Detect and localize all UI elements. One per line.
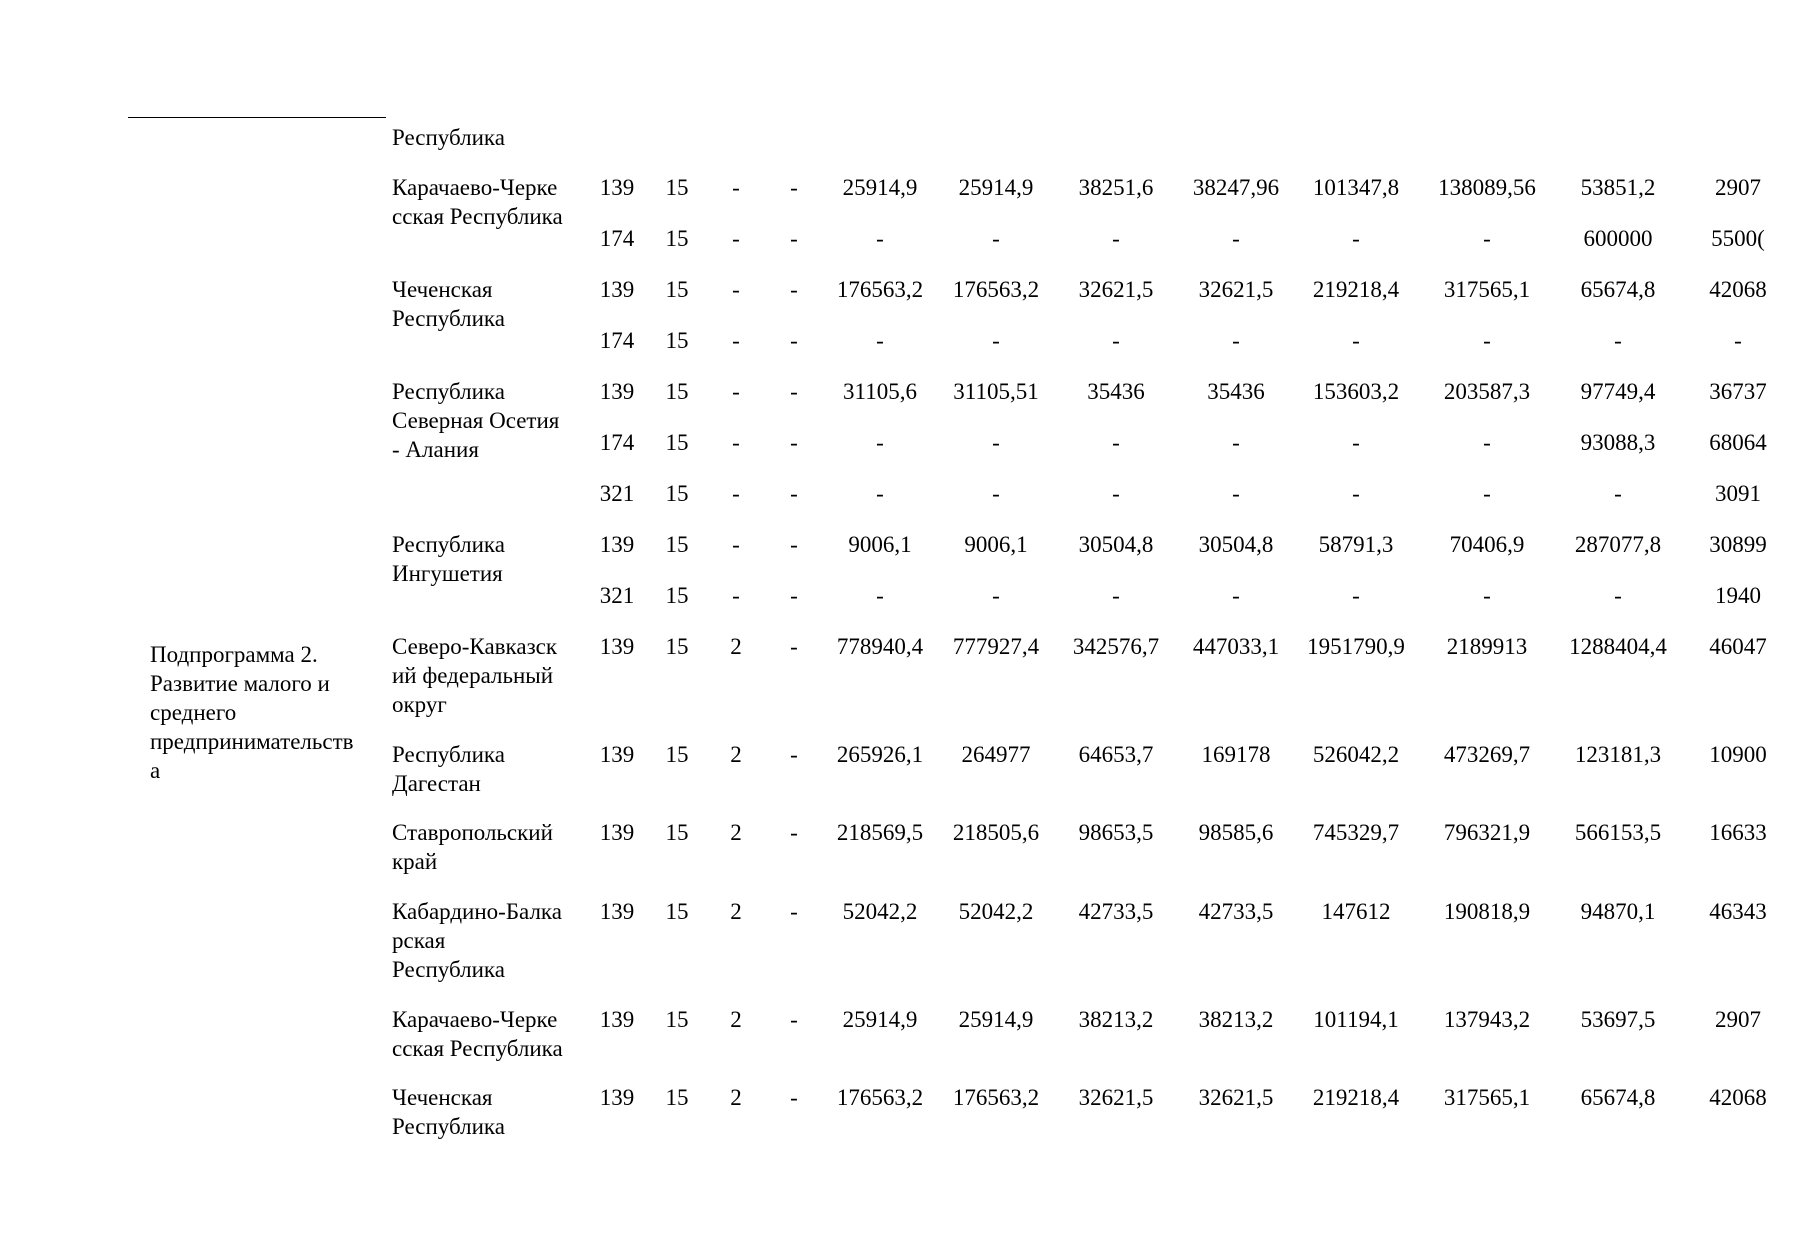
table-cell: 139: [599, 899, 635, 924]
table-cell: -: [1483, 583, 1491, 608]
table-cell: 190818,9: [1443, 899, 1531, 924]
table-cell: 9006,1: [964, 532, 1028, 557]
table-cell: 123181,3: [1574, 742, 1662, 767]
table-cell: -: [1614, 583, 1622, 608]
table-cell: -: [1232, 226, 1240, 251]
table-cell: 2: [730, 899, 742, 924]
region-cell: Чеченская Республика: [392, 1085, 505, 1139]
table-cell: 15: [665, 820, 689, 845]
table-cell: -: [790, 1085, 798, 1110]
table-cell: -: [1112, 226, 1120, 251]
table-cell: 32621,5: [1078, 1085, 1154, 1110]
table-cell: 30504,8: [1198, 532, 1274, 557]
table-cell: -: [790, 430, 798, 455]
table-cell: 15: [665, 742, 689, 767]
table-cell: 447033,1: [1192, 634, 1280, 659]
region-cell: Республика Дагестан: [392, 742, 505, 796]
table-cell: 10900: [1709, 742, 1767, 767]
table-cell: -: [790, 379, 798, 404]
table-cell: 15: [665, 175, 689, 200]
table-cell: 153603,2: [1312, 379, 1400, 404]
table-cell: -: [1232, 430, 1240, 455]
table-cell: 219218,4: [1312, 1085, 1400, 1110]
table-cell: 15: [665, 1007, 689, 1032]
program-section-label: Подпрограмма 2. Развитие малого и среднего предпринимательств а: [150, 642, 354, 783]
table-cell: 15: [665, 328, 689, 353]
table-cell: -: [992, 226, 1000, 251]
table-cell: 42068: [1709, 277, 1767, 302]
table-cell: 796321,9: [1443, 820, 1531, 845]
table-cell: 52042,2: [958, 899, 1034, 924]
table-cell: 2: [730, 1007, 742, 1032]
table-cell: 42068: [1709, 1085, 1767, 1110]
table-cell: 1951790,9: [1307, 634, 1405, 659]
table-cell: -: [790, 277, 798, 302]
table-cell: -: [1483, 481, 1491, 506]
table-cell: -: [790, 175, 798, 200]
table-cell: -: [1112, 481, 1120, 506]
table-cell: 139: [599, 277, 635, 302]
table-cell: 16633: [1709, 820, 1767, 845]
table-cell: -: [992, 430, 1000, 455]
table-cell: 15: [665, 532, 689, 557]
table-cell: -: [1734, 328, 1742, 353]
table-cell: 342576,7: [1072, 634, 1160, 659]
table-cell: -: [732, 481, 740, 506]
table-cell: -: [1352, 226, 1360, 251]
table-cell: -: [992, 481, 1000, 506]
table-cell: -: [1614, 481, 1622, 506]
table-cell: 139: [599, 379, 635, 404]
table-cell: -: [732, 379, 740, 404]
table-cell: 1940: [1715, 583, 1761, 608]
table-cell: 25914,9: [842, 175, 918, 200]
table-cell: 139: [599, 1085, 635, 1110]
table-cell: 65674,8: [1580, 1085, 1656, 1110]
table-cell: 2: [730, 742, 742, 767]
table-cell: 321: [599, 481, 635, 506]
region-cell: Республика Ингушетия: [392, 532, 505, 586]
table-cell: 38213,2: [1078, 1007, 1154, 1032]
table-cell: 32621,5: [1078, 277, 1154, 302]
table-cell: 30504,8: [1078, 532, 1154, 557]
table-cell: -: [876, 226, 884, 251]
table-cell: 139: [599, 532, 635, 557]
table-cell: 473269,7: [1443, 742, 1531, 767]
table-cell: 42733,5: [1198, 899, 1274, 924]
table-cell: 139: [599, 742, 635, 767]
table-cell: 287077,8: [1574, 532, 1662, 557]
table-cell: 15: [665, 583, 689, 608]
table-cell: 15: [665, 899, 689, 924]
table-cell: 139: [599, 634, 635, 659]
table-cell: 137943,2: [1443, 1007, 1531, 1032]
table-cell: 1288404,4: [1569, 634, 1667, 659]
table-cell: -: [732, 277, 740, 302]
table-cell: -: [1232, 481, 1240, 506]
table-cell: 64653,7: [1078, 742, 1154, 767]
table-cell: 53851,2: [1580, 175, 1656, 200]
table-cell: 526042,2: [1312, 742, 1400, 767]
region-cell: Ставропольский край: [392, 820, 553, 874]
table-cell: 264977: [961, 742, 1031, 767]
table-cell: 176563,2: [836, 1085, 924, 1110]
table-cell: -: [1352, 583, 1360, 608]
table-cell: 2: [730, 634, 742, 659]
table-cell: 98585,6: [1198, 820, 1274, 845]
table-cell: -: [790, 532, 798, 557]
table-cell: 101347,8: [1312, 175, 1400, 200]
table-cell: 777927,4: [952, 634, 1040, 659]
header-rule: [128, 117, 386, 118]
table-cell: -: [790, 634, 798, 659]
table-cell: -: [992, 583, 1000, 608]
table-cell: 32621,5: [1198, 1085, 1274, 1110]
table-cell: 176563,2: [952, 277, 1040, 302]
table-cell: -: [1232, 583, 1240, 608]
table-cell: -: [790, 226, 798, 251]
table-cell: 15: [665, 1085, 689, 1110]
table-cell: 265926,1: [836, 742, 924, 767]
table-cell: -: [732, 226, 740, 251]
table-cell: 15: [665, 277, 689, 302]
table-cell: -: [732, 175, 740, 200]
table-cell: 176563,2: [836, 277, 924, 302]
region-cell: Республика: [392, 125, 505, 150]
table-cell: -: [790, 742, 798, 767]
table-cell: 2: [730, 820, 742, 845]
table-cell: 566153,5: [1574, 820, 1662, 845]
table-cell: -: [876, 430, 884, 455]
table-cell: 174: [599, 430, 635, 455]
table-cell: 15: [665, 430, 689, 455]
region-cell: Кабардино-Балка рская Республика: [392, 899, 562, 982]
table-cell: 218569,5: [836, 820, 924, 845]
table-cell: -: [876, 583, 884, 608]
table-cell: 15: [665, 481, 689, 506]
table-cell: 38247,96: [1192, 175, 1280, 200]
table-cell: 35436: [1087, 379, 1145, 404]
table-cell: 15: [665, 226, 689, 251]
table-cell: 317565,1: [1443, 277, 1531, 302]
table-cell: 15: [665, 379, 689, 404]
table-cell: 46047: [1709, 634, 1767, 659]
table-cell: 203587,3: [1443, 379, 1531, 404]
table-cell: 2189913: [1446, 634, 1528, 659]
table-cell: -: [1232, 328, 1240, 353]
table-cell: 219218,4: [1312, 277, 1400, 302]
table-cell: 38251,6: [1078, 175, 1154, 200]
table-cell: -: [732, 583, 740, 608]
table-cell: 35436: [1207, 379, 1265, 404]
table-cell: 42733,5: [1078, 899, 1154, 924]
table-cell: 36737: [1709, 379, 1767, 404]
table-cell: 147612: [1321, 899, 1391, 924]
table-cell: 174: [599, 328, 635, 353]
region-cell: Чеченская Республика: [392, 277, 505, 331]
table-cell: 94870,1: [1580, 899, 1656, 924]
table-cell: 98653,5: [1078, 820, 1154, 845]
table-cell: 138089,56: [1438, 175, 1536, 200]
table-cell: -: [790, 820, 798, 845]
table-cell: 139: [599, 1007, 635, 1032]
table-cell: 139: [599, 820, 635, 845]
table-cell: -: [1614, 328, 1622, 353]
table-cell: 2907: [1715, 1007, 1761, 1032]
table-cell: 97749,4: [1580, 379, 1656, 404]
table-cell: 25914,9: [958, 1007, 1034, 1032]
table-cell: -: [1352, 481, 1360, 506]
table-cell: 31105,51: [953, 379, 1039, 404]
table-cell: 317565,1: [1443, 1085, 1531, 1110]
table-cell: 58791,3: [1318, 532, 1394, 557]
table-cell: -: [790, 481, 798, 506]
table-cell: 70406,9: [1449, 532, 1525, 557]
table-cell: -: [732, 328, 740, 353]
table-cell: -: [1483, 430, 1491, 455]
table-cell: -: [790, 583, 798, 608]
table-cell: -: [992, 328, 1000, 353]
table-cell: -: [1352, 430, 1360, 455]
table-cell: -: [1112, 328, 1120, 353]
table-cell: 31105,6: [843, 379, 917, 404]
table-cell: -: [876, 328, 884, 353]
table-cell: 9006,1: [848, 532, 912, 557]
table-cell: 321: [599, 583, 635, 608]
table-cell: 139: [599, 175, 635, 200]
table-cell: -: [1352, 328, 1360, 353]
table-cell: 38213,2: [1198, 1007, 1274, 1032]
table-cell: 53697,5: [1580, 1007, 1656, 1032]
table-cell: -: [1483, 328, 1491, 353]
table-cell: 25914,9: [958, 175, 1034, 200]
region-cell: Республика Северная Осетия - Алания: [392, 379, 560, 462]
table-cell: -: [1112, 430, 1120, 455]
table-cell: 2: [730, 1085, 742, 1110]
table-cell: 46343: [1709, 899, 1767, 924]
table-cell: 65674,8: [1580, 277, 1656, 302]
table-cell: 52042,2: [842, 899, 918, 924]
table-cell: -: [790, 1007, 798, 1032]
table-cell: -: [732, 532, 740, 557]
table-cell: 30899: [1709, 532, 1767, 557]
table-cell: 218505,6: [952, 820, 1040, 845]
table-cell: 600000: [1583, 226, 1653, 251]
table-cell: 778940,4: [836, 634, 924, 659]
table-cell: -: [1483, 226, 1491, 251]
table-cell: 32621,5: [1198, 277, 1274, 302]
table-cell: -: [1112, 583, 1120, 608]
table-cell: 2907: [1715, 175, 1761, 200]
region-cell: Карачаево-Черке сская Республика: [392, 1007, 563, 1061]
table-cell: 93088,3: [1580, 430, 1656, 455]
table-cell: 101194,1: [1313, 1007, 1399, 1032]
table-cell: 15: [665, 634, 689, 659]
table-cell: -: [790, 899, 798, 924]
table-cell: 169178: [1201, 742, 1271, 767]
table-cell: 745329,7: [1312, 820, 1400, 845]
table-cell: -: [732, 430, 740, 455]
region-cell: Северо-Кавказск ий федеральный округ: [392, 634, 558, 717]
table-cell: 3091: [1715, 481, 1761, 506]
table-cell: 174: [599, 226, 635, 251]
table-cell: 176563,2: [952, 1085, 1040, 1110]
table-cell: 25914,9: [842, 1007, 918, 1032]
table-cell: 5500(: [1711, 226, 1765, 251]
table-cell: -: [876, 481, 884, 506]
region-cell: Карачаево-Черке сская Республика: [392, 175, 563, 229]
table-cell: -: [790, 328, 798, 353]
table-cell: 68064: [1709, 430, 1767, 455]
